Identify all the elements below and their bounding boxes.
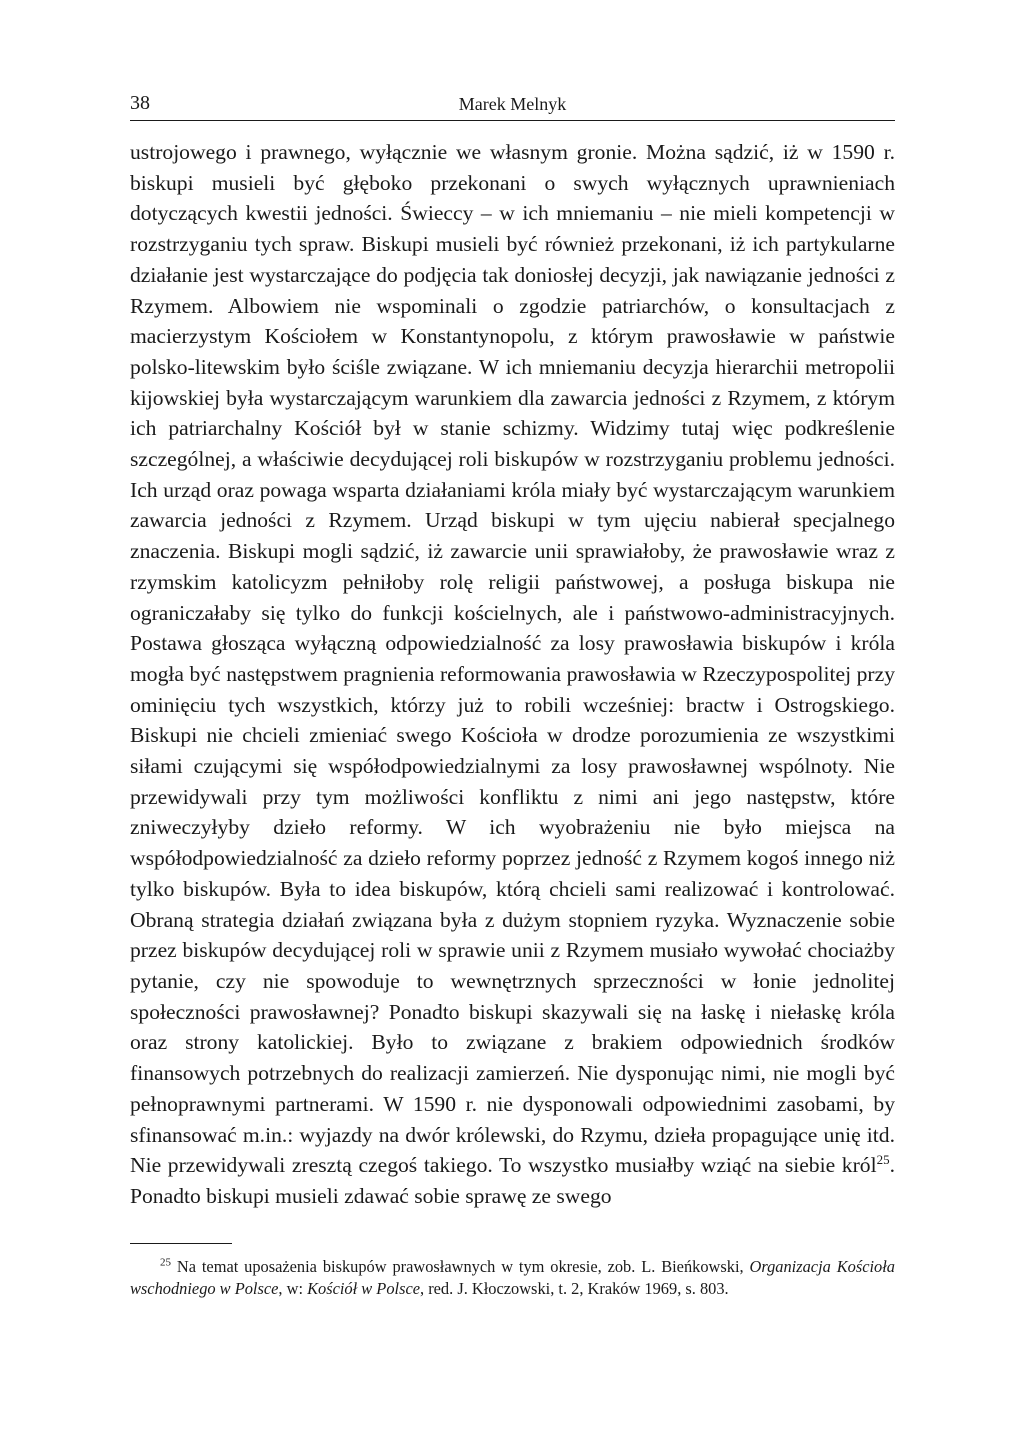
footnote-number: 25	[160, 1256, 171, 1269]
footnote	[130, 1256, 895, 1301]
page	[130, 86, 895, 1301]
footnote-text: Na temat uposażenia biskupów prawosławnych w tym okresie, zob. L. Bieńkowski,	[171, 1256, 750, 1276]
footnote-reference: 25	[876, 1152, 890, 1168]
running-head-author: Marek Melnyk	[458, 94, 567, 114]
body-text	[130, 137, 895, 1212]
page-number: 38	[130, 92, 150, 114]
footnote-text: , w:	[278, 1279, 308, 1299]
main-paragraph	[130, 137, 895, 1212]
running-head	[130, 86, 895, 121]
footnote-separator	[130, 1243, 232, 1244]
footnote-book-italic: Kościół w Polsce	[307, 1279, 420, 1299]
footnote-text: , red. J. Kłoczowski, t. 2, Kraków 1969, s. 803.	[420, 1279, 729, 1299]
paragraph-text: ustrojowego i prawnego, wyłącznie we własnym gronie. Można sądzić, iż w 1590 r. biskupi musieli być głęboko przekonani o swych wyłącznych uprawnieniach dotyczących kwestii jedności. Świeccy – w ich mniemaniu – nie mieli kompetencji w rozstrzyganiu tych spraw. Biskupi musieli być również przekonani, iż ich partykularne działanie jest wystarczające do podjęcia tak doniosłej decyzji, jak nawiązanie jedności z Rzymem. Albowiem nie wspominali o zgodzie patriarchów, o konsultacjach z macierzystym Kościołem w Konstantynopolu, z którym prawosławie w państwie polsko-litewskim było ściśle związane. W ich mniemaniu decyzja hierarchii metropolii kijowskiej była wystarczającym warunkiem dla zawarcia jedności z Rzymem, z którym ich patriarchalny Kościół był w stanie schizmy. Widzimy tutaj więc podkreślenie szczególnej, a właściwie decydującej roli biskupów w rozstrzyganiu problemu jedności. Ich urząd oraz powaga wsparta działaniami króla miały być wystarczającym warunkiem zawarcia jedności z Rzymem. Urząd biskupi w tym ujęciu nabierał specjalnego znaczenia. Biskupi mogli sądzić, iż zawarcie unii sprawiałoby, że prawosławie wraz z rzymskim katolicyzm pełniłoby rolę religii państwowej, a posługa biskupa nie ograniczałaby się tylko do funkcji kościelnych, ale i państwowo-administracyjnych. Postawa głosząca wyłączną odpowiedzialność za losy prawosławia biskupów i króla mogła być następstwem pragnienia reformowania prawosławia w Rzeczypospolitej przy ominięciu tych wszystkich, którzy już to robili wcześniej: bractw i Ostrogskiego. Biskupi nie chcieli zmieniać swego Kościoła w drodze porozumienia ze wszystkimi siłami czującymi się współodpowiedzialnymi za losy prawosławnej wspólnoty. Nie przewidywali przy tym możliwości konfliktu z nimi ani jego następstw, które zniweczyłyby dzieło reformy. W ich wyobrażeniu nie było miejsca na współodpowiedzialność za dzieło reformy poprzez jedność z Rzymem kogoś innego niż tylko biskupów. Była to idea biskupów, którą chcieli sami realizować i kontrolować. Obraną strategia działań związana była z dużym stopniem ryzyka. Wyznaczenie sobie przez biskupów decydującej roli w sprawie unii z Rzymem musiało wywołać chociażby pytanie, czy nie spowoduje to wewnętrznych sprzeczności w łonie jednolitej społeczności prawosławnej? Ponadto biskupi skazywali się na łaskę i niełaskę króla oraz strony katolickiej. Było to związane z brakiem odpowiednich środków finansowych potrzebnych do realizacji zamierzeń. Nie dysponując nimi, nie mogli być pełnoprawnymi partnerami. W 1590 r. nie dysponowali odpowiednimi zasobami, by sfinansować m.in.: wyjazdy na dwór królewski, do Rzymu, dzieła propagujące unię itd. Nie przewidywali zresztą czegoś takiego. To wszystko musiałby wziąć na siebie król	[130, 140, 895, 1178]
paragraph-text-continued: . Ponadto biskupi musieli zdawać sobie sprawę ze swego	[130, 1153, 895, 1208]
footnote-title-italic: Organizacja Kościoła wschodniego w Polsce	[130, 1256, 895, 1299]
